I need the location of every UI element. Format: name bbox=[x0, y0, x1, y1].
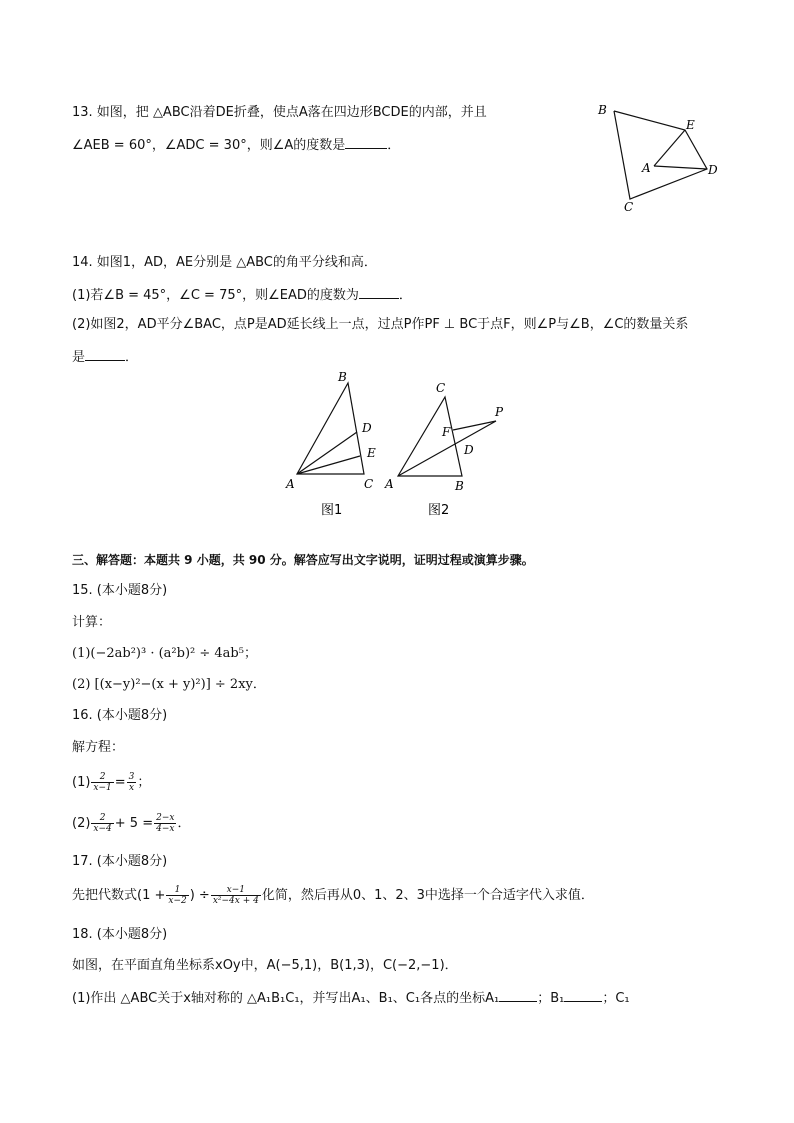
q17-frac2 bbox=[211, 885, 261, 906]
q13-label-a: A bbox=[642, 161, 651, 175]
q15-prompt: 计算： bbox=[72, 615, 112, 630]
fig1-label-a: A bbox=[286, 477, 295, 491]
q16-p2-label: (2) bbox=[72, 816, 91, 831]
frac-numerator: 2 bbox=[99, 813, 106, 823]
frac-denominator: 4−x bbox=[156, 824, 175, 834]
q13-line1: 13. 如图，把 △ABC沿着DE折叠，使点A落在四边形BCDE的内部，并且 bbox=[72, 105, 487, 120]
q15-header: 15. (本小题8分) bbox=[72, 583, 168, 598]
frac-numerator: x−1 bbox=[226, 885, 245, 895]
q16-p2-frac1 bbox=[91, 813, 113, 834]
q18-line1: 如图，在平面直角坐标系xOy中，A(−5,1)，B(1,3)，C(−2,−1)． bbox=[72, 958, 458, 973]
q14-line4-end: ． bbox=[125, 350, 139, 365]
q13-edge-ea bbox=[654, 130, 685, 166]
q14-line4 bbox=[72, 347, 138, 367]
frac-denominator: x−1 bbox=[93, 783, 112, 793]
frac-numerator: 2 bbox=[99, 772, 106, 782]
q14-line2-end: ． bbox=[398, 288, 412, 303]
fig2-caption: 图2 bbox=[428, 503, 450, 518]
q16-p2-mid: + 5 = bbox=[114, 816, 154, 831]
q14-line2 bbox=[72, 285, 412, 305]
fig2-label-f: F bbox=[442, 425, 451, 439]
q17-post: 化简，然后再从0、1、2、3中选择一个合适字代入求值． bbox=[261, 888, 594, 903]
q16-p2-end: ． bbox=[177, 816, 191, 831]
q16-prompt: 解方程： bbox=[72, 740, 125, 755]
fig1-label-d: D bbox=[362, 421, 372, 435]
q15-part1: (1)(−2ab²)³ · (a²b)² ÷ 4ab⁵； bbox=[72, 646, 257, 661]
fig1-label-e: E bbox=[367, 446, 376, 460]
answer-blank-q13 bbox=[345, 135, 387, 149]
q17-body bbox=[72, 882, 594, 910]
fig2-label-p: P bbox=[495, 405, 504, 419]
fig2-label-b: B bbox=[455, 479, 464, 493]
answer-blank-q14-1 bbox=[359, 285, 399, 299]
fig2-label-c: C bbox=[436, 381, 446, 395]
fig2-triangle bbox=[398, 397, 462, 476]
q18-header: 18. (本小题8分) bbox=[72, 927, 168, 942]
frac-numerator: 2−x bbox=[156, 813, 175, 823]
q18-line2-text: (1)作出 △ABC关于x轴对称的 △A₁B₁C₁，并写出A₁、B₁、C₁各点的坐标A₁ bbox=[72, 991, 500, 1006]
q16-p1-end: ； bbox=[137, 775, 151, 790]
q13-figure bbox=[590, 98, 730, 218]
q16-p1-frac1 bbox=[91, 772, 113, 793]
q16-p2-frac2 bbox=[154, 813, 176, 834]
section-3-header: 三、解答题：本题共 9 小题，共 90 分。解答应写出文字说明，证明过程或演算步骤。 bbox=[72, 553, 534, 567]
q13-line2-text: ∠AEB = 60°，∠ADC = 30°，则∠A的度数是 bbox=[72, 138, 346, 153]
fig2-line-pf bbox=[453, 421, 496, 430]
frac-denominator: x−2 bbox=[168, 896, 187, 906]
q13-label-d: D bbox=[708, 163, 718, 177]
frac-numerator: 3 bbox=[128, 772, 135, 782]
frac-denominator: x−4 bbox=[93, 824, 112, 834]
q16-p1-eq: = bbox=[114, 775, 126, 790]
q14-line4-text: 是 bbox=[72, 350, 86, 365]
fig1-triangle bbox=[297, 383, 364, 474]
q18-line2-mid1: ；B₁ bbox=[537, 991, 565, 1006]
q14-line3: (2)如图2，AD平分∠BAC，点P是AD延长线上一点，过点P作PF ⊥ BC于点F，则∠P与∠B，∠C的数量关系 bbox=[72, 317, 689, 332]
q17-mid: ) ÷ bbox=[189, 888, 210, 903]
fig1-line-ae bbox=[297, 456, 360, 474]
fig1-label-b: B bbox=[338, 370, 347, 384]
q14-line2-text: (1)若∠B = 45°，∠C = 75°，则∠EAD的度数为 bbox=[72, 288, 359, 303]
fig2-label-d: D bbox=[464, 443, 474, 457]
q17-pre: 先把代数式(1 + bbox=[72, 888, 166, 903]
q13-edge-ad bbox=[654, 166, 707, 169]
q16-part2 bbox=[72, 811, 190, 837]
fig1-label-c: C bbox=[364, 477, 374, 491]
frac-denominator: x²−4x + 4 bbox=[212, 896, 259, 906]
q13-label-b: B bbox=[598, 103, 607, 117]
q14-figure2 bbox=[380, 376, 520, 526]
q13-line2-end: ． bbox=[387, 138, 401, 153]
frac-denominator: x bbox=[127, 782, 137, 793]
q16-p1-label: (1) bbox=[72, 775, 91, 790]
q18-line2-mid2: ；C₁ bbox=[602, 991, 630, 1006]
answer-blank-q14-2 bbox=[85, 347, 125, 361]
answer-blank-a1 bbox=[499, 988, 537, 1002]
q16-part1 bbox=[72, 770, 150, 796]
q14-line1: 14. 如图1，AD，AE分别是 △ABC的角平分线和高． bbox=[72, 255, 377, 270]
q14-figure1 bbox=[280, 366, 390, 526]
q18-line2 bbox=[72, 988, 630, 1008]
fig1-line-ad bbox=[297, 432, 357, 474]
answer-blank-b1 bbox=[564, 988, 602, 1002]
frac-numerator: 1 bbox=[174, 885, 181, 895]
fig2-label-a: A bbox=[385, 477, 394, 491]
q13-label-e: E bbox=[686, 118, 695, 132]
q13-label-c: C bbox=[624, 200, 634, 214]
q15-part2: (2) [(x−y)²−(x + y)²)] ÷ 2xy． bbox=[72, 677, 266, 692]
q17-frac1 bbox=[166, 885, 188, 906]
q13-line2 bbox=[72, 135, 400, 155]
q16-p1-frac2 bbox=[127, 772, 137, 793]
q17-header: 17. (本小题8分) bbox=[72, 854, 168, 869]
q16-header: 16. (本小题8分) bbox=[72, 708, 168, 723]
fig1-caption: 图1 bbox=[321, 503, 343, 518]
